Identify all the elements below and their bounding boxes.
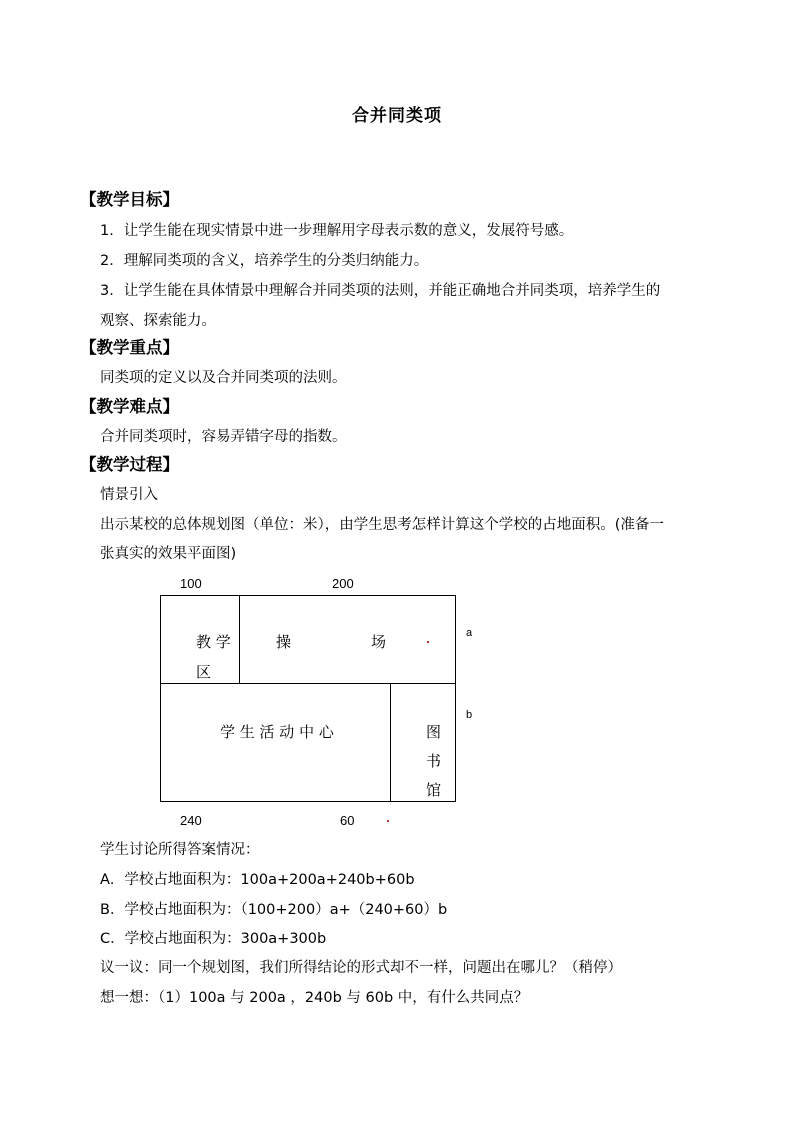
label-teaching-area-2: 区 — [196, 663, 212, 681]
section-heading-key: 【教学重点】 — [80, 338, 179, 357]
side-label-b: b — [466, 709, 473, 721]
dimension-label-100: 100 — [180, 576, 202, 591]
campus-outline — [160, 595, 456, 802]
discussion-text: 议一议：同一个规划图，我们所得结论的形式却不一样，问题出在哪儿？（稍停） — [100, 960, 622, 976]
divider-teaching-playground — [239, 595, 240, 683]
answer-b: B．学校占地面积为：（100+200）a+（240+60）b — [100, 902, 448, 918]
divider-horizontal — [160, 683, 455, 684]
goal-item-2: 2．理解同类项的含义，培养学生的分类归纳能力。 — [100, 253, 429, 269]
answer-c: C．学校占地面积为：300a+300b — [100, 931, 327, 947]
marker-dot-bottom — [387, 820, 389, 822]
label-teaching-area-1: 教 学 — [196, 633, 231, 651]
document-title: 合并同类项 — [352, 106, 442, 126]
dimension-label-60: 60 — [340, 813, 355, 828]
goal-item-1: 1．让学生能在现实情景中进一步理解用字母表示数的意义，发展符号感。 — [100, 223, 574, 239]
dimension-label-200: 200 — [332, 576, 354, 591]
section-heading-difficult: 【教学难点】 — [80, 397, 179, 416]
section-heading-process: 【教学过程】 — [80, 455, 179, 474]
dimension-label-240: 240 — [180, 813, 202, 828]
label-activity-center: 学 生 活 动 中 心 — [220, 723, 334, 741]
marker-dot — [427, 641, 429, 643]
dashed-marker-a — [455, 619, 456, 655]
label-library-3: 馆 — [426, 781, 442, 799]
answer-a: A．学校占地面积为：100a+200a+240b+60b — [100, 872, 415, 888]
label-library-1: 图 — [426, 723, 442, 741]
divider-activity-library — [390, 683, 391, 801]
process-paragraph-line-1: 出示某校的总体规划图（单位：米），由学生思考怎样计算这个学校的占地面积。(准备一 — [100, 517, 664, 533]
difficult-point-text: 合并同类项时，容易弄错字母的指数。 — [100, 429, 347, 445]
section-heading-goals: 【教学目标】 — [80, 190, 179, 209]
label-library-2: 书 — [426, 752, 442, 770]
goal-item-3-line-2: 观察、探索能力。 — [100, 313, 216, 329]
label-playground-1: 操 — [276, 633, 292, 651]
key-point-text: 同类项的定义以及合并同类项的法则。 — [100, 370, 347, 386]
goal-item-3-line-1: 3．让学生能在具体情景中理解合并同类项的法则，并能正确地合并同类项，培养学生的 — [100, 283, 661, 299]
process-intro: 情景引入 — [100, 487, 158, 503]
side-label-a: a — [466, 627, 473, 639]
think-question: 想一想：（1）100a 与 200a ，240b 与 60b 中，有什么共同点？ — [100, 990, 529, 1006]
answers-intro: 学生讨论所得答案情况： — [100, 842, 260, 858]
process-paragraph-line-2: 张真实的效果平面图) — [100, 546, 237, 562]
label-playground-2: 场 — [371, 633, 387, 651]
